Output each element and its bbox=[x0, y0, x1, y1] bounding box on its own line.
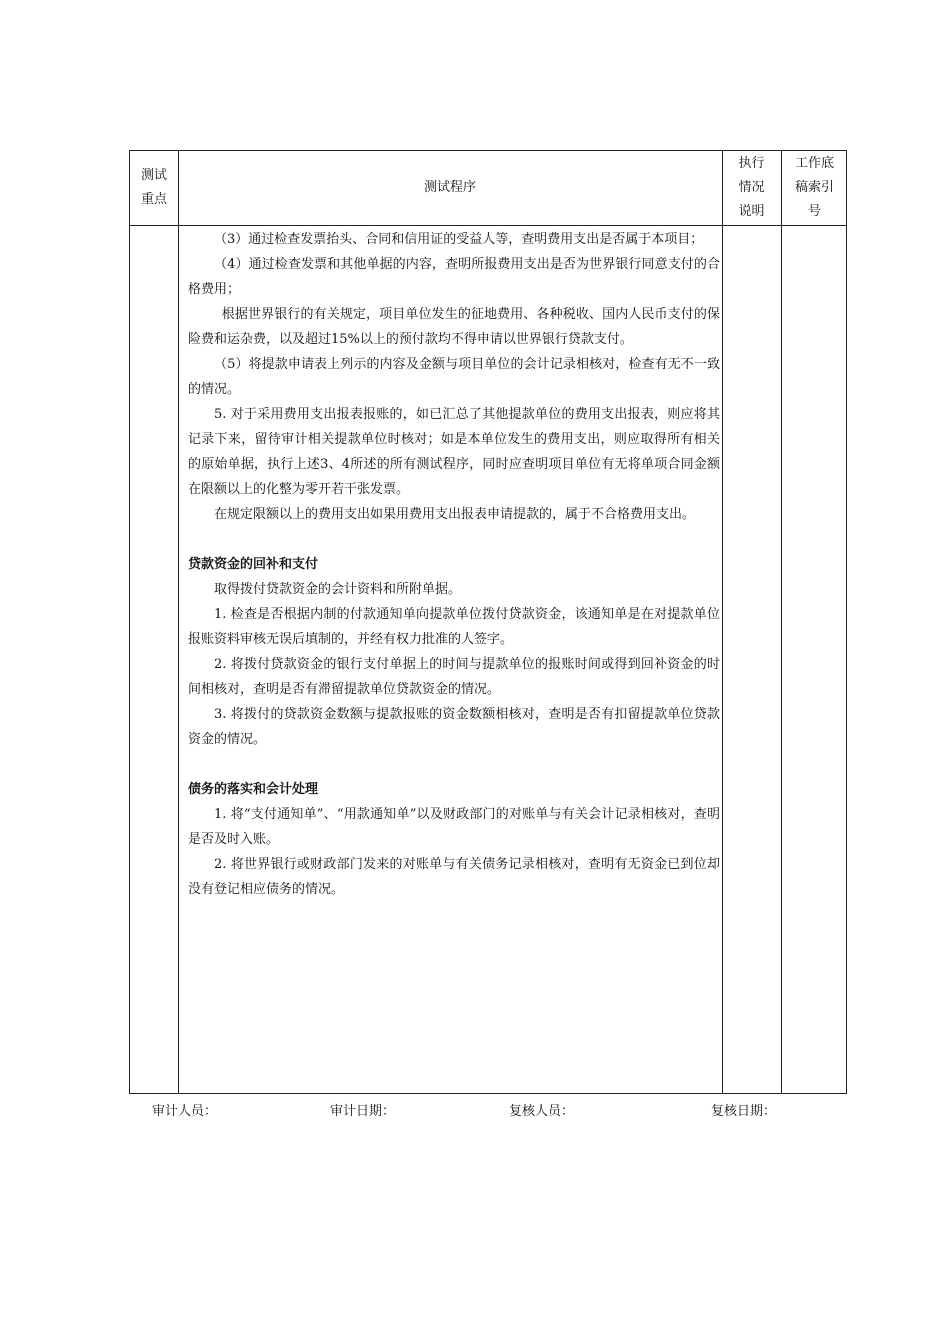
procedure-paragraph: 5. 对于采用费用支出报表报账的，如已汇总了其他提款单位的费用支出报表，则应将其记录下来，留待审计相关提款单位时核对；如是本单位发生的费用支出，则应取得所有相关的原始单据，执行上述3、4所述的所有测试程序，同时应查明项目单位有无将单项合同金额在限额以上的化整为零开若干张发票。 bbox=[188, 407, 720, 497]
header-working-paper-index: 工作底 稿索引 号 bbox=[794, 156, 834, 219]
footer-review-date: 复核日期： bbox=[711, 1104, 777, 1119]
column-divider bbox=[781, 151, 782, 1093]
footer-auditor: 审计人员： bbox=[152, 1104, 218, 1119]
header-test-procedure: 测试程序 bbox=[423, 180, 476, 195]
column-divider bbox=[722, 151, 723, 1093]
procedure-paragraph: 1. 检查是否根据内制的付款通知单向提款单位拨付贷款资金，该通知单是在对提款单位报账资料审核无误后填制的，并经有权力批准的人签字。 bbox=[188, 607, 720, 647]
header-execution-notes: 执行 情况 说明 bbox=[738, 156, 765, 219]
procedure-paragraph: 根据世界银行的有关规定，项目单位发生的征地费用、各种税收、国内人民币支付的保险费和运杂费，以及超过15%以上的预付款均不得申请以世界银行贷款支付。 bbox=[188, 307, 720, 347]
column-divider bbox=[178, 151, 179, 1093]
procedure-paragraph: 3. 将拨付的贷款资金数额与提款报账的资金数额相核对，查明是否有扣留提款单位贷款资金的情况。 bbox=[188, 707, 720, 747]
spacer bbox=[188, 752, 720, 777]
procedure-paragraph: 取得拨付贷款资金的会计资料和所附单据。 bbox=[214, 582, 462, 597]
header-divider bbox=[130, 225, 846, 226]
section-heading: 债务的落实和会计处理 bbox=[188, 782, 319, 797]
procedure-paragraph: （3）通过检查发票抬头、合同和信用证的受益人等，查明费用支出是否属于本项目； bbox=[214, 232, 704, 247]
footer-audit-date: 审计日期： bbox=[330, 1104, 396, 1119]
procedure-paragraph: （5）将提款申请表上列示的内容及金额与项目单位的会计记录相核对，检查有无不一致的情况。 bbox=[188, 357, 720, 397]
procedure-paragraph: （4）通过检查发票和其他单据的内容，查明所报费用支出是否为世界银行同意支付的合格费用； bbox=[188, 257, 720, 297]
section-heading: 贷款资金的回补和支付 bbox=[188, 557, 319, 572]
procedure-paragraph: 1. 将“支付通知单”、“用款通知单”以及财政部门的对账单与有关会计记录相核对，查明是否及时入账。 bbox=[188, 807, 720, 847]
audit-procedure-table bbox=[129, 150, 847, 1094]
header-test-focus: 测试 重点 bbox=[140, 168, 167, 207]
procedure-paragraph: 2. 将拨付贷款资金的银行支付单据上的时间与提款单位的报账时间或得到回补资金的时间相核对，查明是否有滞留提款单位贷款资金的情况。 bbox=[188, 657, 720, 697]
procedure-paragraph: 2. 将世界银行或财政部门发来的对账单与有关债务记录相核对，查明有无资金已到位却没有登记相应债务的情况。 bbox=[188, 857, 720, 897]
procedure-content bbox=[188, 227, 720, 902]
spacer bbox=[188, 527, 720, 552]
procedure-paragraph: 在规定限额以上的费用支出如果用费用支出报表申请提款的，属于不合格费用支出。 bbox=[214, 507, 696, 522]
footer-reviewer: 复核人员： bbox=[509, 1104, 575, 1119]
